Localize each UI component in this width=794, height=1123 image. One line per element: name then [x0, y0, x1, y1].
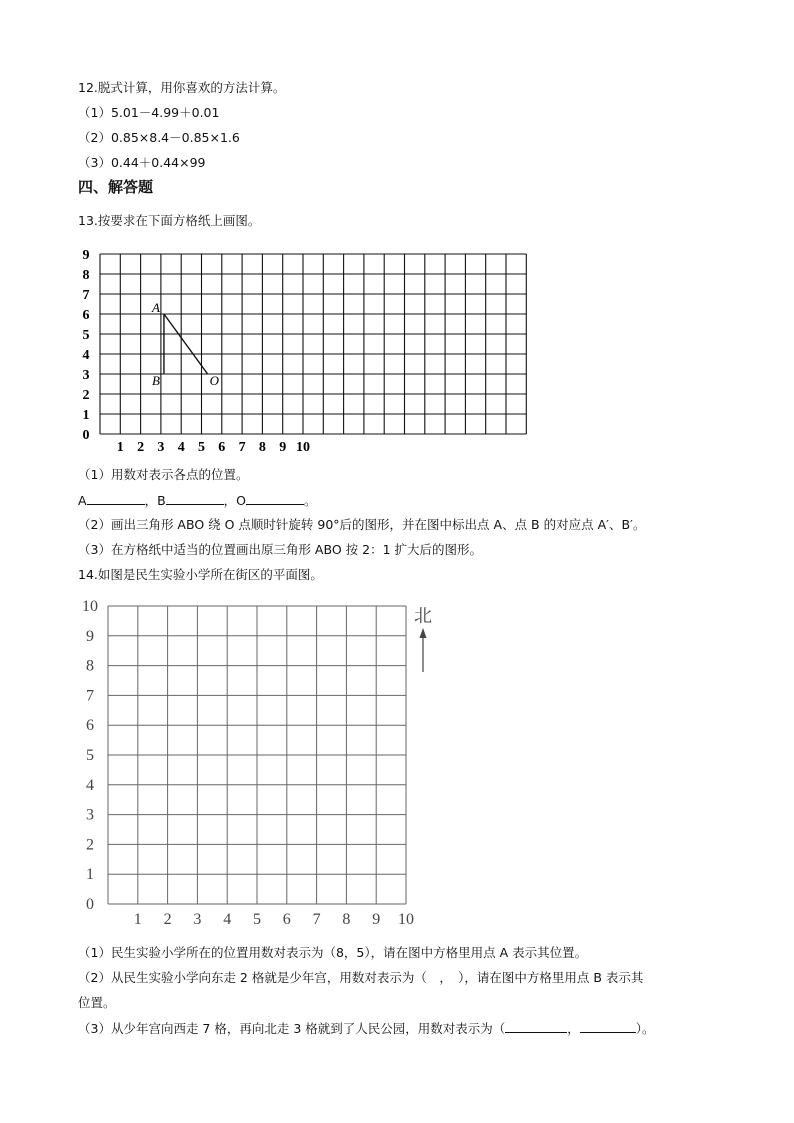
q13-x-tick-label: 3 — [157, 440, 165, 454]
q12-title: 12.脱式计算，用你喜欢的方法计算。 — [78, 80, 286, 95]
answer-end: 。 — [303, 493, 317, 508]
q14-x-tick-label: 10 — [398, 911, 414, 928]
section-heading: 四、解答题 — [78, 178, 154, 196]
q14-y-tick-label: 8 — [86, 657, 94, 675]
q14-y-tick-label: 4 — [86, 776, 94, 794]
q13-answer-line — [78, 492, 317, 509]
q13-y-tick-label: 3 — [82, 368, 90, 383]
answer-a-blank[interactable] — [87, 492, 145, 505]
point-o-label: O — [209, 373, 219, 388]
q14-y-tick-label: 0 — [86, 896, 94, 913]
answer-o-label: ，O — [223, 493, 246, 508]
north-arrow-head — [420, 628, 427, 638]
q13-y-tick-label: 0 — [82, 428, 90, 443]
q14-sub2-line1: （2）从民生实验小学向东走 2 格就是少年宫，用数对表示为（ ， ），请在图中方格里用点 B 表示其 — [78, 970, 644, 985]
q13-title: 13.按要求在下面方格纸上画图。 — [78, 213, 261, 228]
q13-x-tick-label: 10 — [296, 440, 310, 454]
point-b-label: B — [151, 373, 160, 388]
q13-x-tick-label: 9 — [279, 440, 287, 454]
q13-x-tick-label: 6 — [218, 440, 226, 454]
q14-x-tick-label: 9 — [372, 911, 381, 928]
q14-sub3 — [78, 1020, 655, 1037]
q14-y-tick-label: 2 — [86, 836, 94, 854]
q13-x-tick-label: 4 — [177, 440, 185, 454]
q14-y-tick-label: 3 — [86, 806, 94, 824]
point-a-label: A — [151, 300, 160, 315]
q13-x-tick-label: 8 — [258, 440, 266, 454]
q13-x-tick-label: 1 — [116, 440, 124, 454]
answer-b-label: ，B — [144, 493, 166, 508]
q14-sub3-end: ）。 — [635, 1021, 655, 1036]
q14-x-tick-label: 4 — [223, 911, 232, 928]
q13-y-tick-label: 4 — [82, 348, 90, 363]
q14-y-tick-label: 6 — [86, 717, 94, 735]
answer-b-blank[interactable] — [166, 492, 224, 505]
q14-x-tick-label: 3 — [193, 911, 202, 928]
q14-x-tick-label: 8 — [342, 911, 351, 928]
q13-x-tick-label: 7 — [238, 440, 246, 454]
q13-y-tick-label: 5 — [82, 328, 90, 343]
q14-x-tick-label: 7 — [312, 911, 321, 928]
q12-item-3: （3）0.44＋0.44×99 — [78, 155, 206, 170]
answer-a-label: A — [78, 493, 87, 508]
q14-title: 14.如图是民生实验小学所在街区的平面图。 — [78, 567, 323, 582]
q14-y-tick-label: 10 — [82, 598, 98, 615]
q13-sub3: （3）在方格纸中适当的位置画出原三角形 ABO 按 2：1 扩大后的图形。 — [78, 542, 482, 557]
q13-grid-figure — [78, 244, 538, 454]
q12-item-2: （2）0.85×8.4－0.85×1.6 — [78, 130, 240, 145]
q14-y-tick-label: 1 — [86, 866, 94, 884]
q13-y-tick-label: 7 — [82, 288, 90, 303]
north-indicator — [408, 600, 442, 676]
north-label: 北 — [414, 606, 432, 626]
q14-y-tick-label: 7 — [86, 687, 94, 705]
q13-y-tick-label: 9 — [82, 248, 90, 263]
q13-x-tick-label: 5 — [198, 440, 205, 454]
q14-grid-figure — [78, 594, 438, 934]
q14-x-tick-label: 6 — [282, 911, 291, 928]
park-x-blank[interactable] — [505, 1020, 567, 1033]
q13-y-tick-label: 6 — [82, 308, 90, 323]
q14-x-axis-labels — [134, 911, 414, 928]
q13-y-axis-labels — [83, 248, 90, 443]
q14-y-tick-label: 9 — [86, 627, 94, 645]
q13-sub1: （1）用数对表示各点的位置。 — [78, 467, 249, 482]
q13-y-tick-label: 1 — [82, 408, 90, 423]
q14-sub3-text: （3）从少年宫向西走 7 格，再向北走 3 格就到了人民公园，用数对表示为（ — [78, 1021, 506, 1036]
q14-x-tick-label: 5 — [253, 911, 261, 928]
q14-x-tick-label: 2 — [163, 911, 172, 928]
q13-y-tick-label: 2 — [82, 388, 90, 403]
q14-x-tick-label: 1 — [133, 911, 142, 928]
q12-item-1: （1）5.01－4.99＋0.01 — [78, 105, 220, 120]
answer-o-blank[interactable] — [246, 492, 304, 505]
q14-sub2-line2: 位置。 — [78, 995, 116, 1010]
q14-grid-lines — [108, 606, 406, 904]
q13-y-tick-label: 8 — [82, 268, 90, 283]
q14-y-tick-label: 5 — [86, 747, 94, 764]
q14-y-axis-labels — [82, 598, 98, 913]
q14-sub3-comma: ， — [567, 1021, 580, 1036]
q13-sub2: （2）画出三角形 ABO 绕 O 点顺时针旋转 90°后的图形，并在图中标出点 A、点 B 的对应点 A′、B′。 — [78, 517, 646, 532]
q13-x-tick-label: 2 — [137, 440, 145, 454]
park-y-blank[interactable] — [580, 1020, 636, 1033]
q13-x-axis-labels — [117, 440, 310, 454]
q14-sub1: （1）民生实验小学所在的位置用数对表示为（8，5），请在图中方格里用点 A 表示其位置。 — [78, 945, 588, 960]
